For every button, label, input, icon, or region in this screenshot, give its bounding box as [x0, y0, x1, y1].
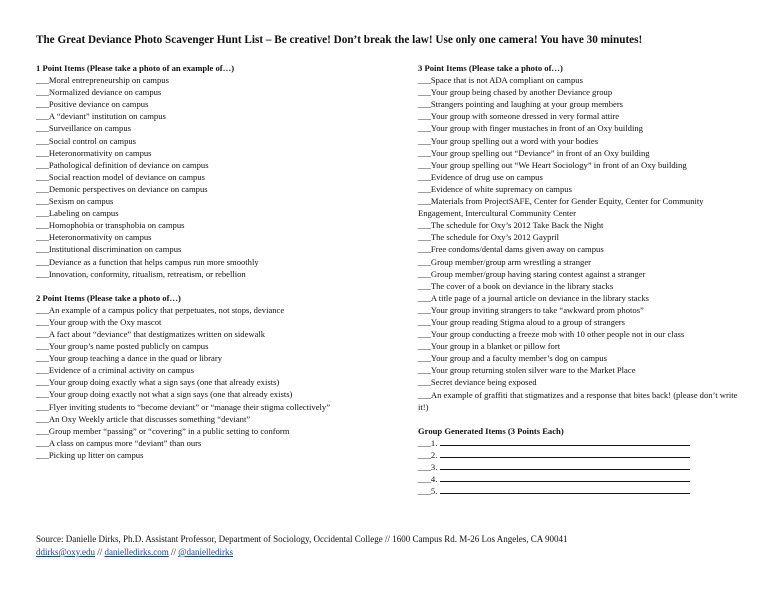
list-item: ___Moral entrepreneurship on campus: [36, 75, 169, 86]
list-item: ___Social reaction model of deviance on campus: [36, 171, 205, 182]
list-item: ___Evidence of a criminal activity on campus: [36, 365, 194, 376]
list-item: ___A title page of a journal article on deviance in the library stacks: [418, 292, 649, 303]
list-item: ___Your group doing exactly what a sign says (one that already exists): [36, 377, 280, 388]
list-item: ___Group member/group having staring contest against a stranger: [418, 268, 646, 279]
list-item: ___Your group with the Oxy mascot: [36, 316, 162, 327]
list-item: ___Positive deviance on campus: [36, 99, 149, 110]
list-item: ___An Oxy Weekly article that discusses something “deviant”: [36, 413, 251, 424]
section-3-list: [418, 74, 740, 413]
list-item: ___Your group spelling out “We Heart Sociology” in front of an Oxy building: [418, 159, 687, 170]
list-item: ___Strangers pointing and laughing at your group members: [418, 99, 624, 110]
item-number: ___2.: [418, 449, 438, 460]
list-item: ___Institutional discrimination on campus: [36, 244, 182, 255]
list-item: ___Group member/group arm wrestling a stranger: [418, 256, 592, 267]
list-item: ___Your group with someone dressed in very formal attire: [418, 111, 620, 122]
list-item: ___Your group being chased by another Deviance group: [418, 87, 613, 98]
list-item: ___Your group spelling out “Deviance” in front of an Oxy building: [418, 147, 650, 158]
section-1-list: [36, 74, 376, 280]
list-item: ___Surveillance on campus: [36, 123, 131, 134]
list-item: ___Your group in a blanket or pillow fort: [418, 341, 561, 352]
list-item: ___Your group’s name posted publicly on campus: [36, 341, 209, 352]
list-item: ___Materials from ProjectSAFE, Center for Gender Equity, Center for Community Engagement, Intercultural Community Center: [418, 196, 704, 219]
list-item: ___Evidence of drug use on campus: [418, 171, 543, 182]
list-item: ___Your group teaching a dance in the quad or library: [36, 353, 222, 364]
list-item: [418, 437, 740, 449]
blank-line: [440, 461, 690, 470]
blank-line: [440, 485, 690, 494]
item-number: ___1.: [418, 437, 438, 448]
list-item: ___A “deviant” institution on campus: [36, 111, 166, 122]
list-item: ___Labeling on campus: [36, 208, 119, 219]
list-item: ___A class on campus more “deviant” than ours: [36, 437, 202, 448]
list-item: [418, 485, 740, 497]
section-3-heading: 3 Point Items (Please take a photo of…): [418, 63, 563, 73]
group-items-heading: Group Generated Items (3 Points Each): [418, 425, 564, 436]
list-item: ___Social control on campus: [36, 135, 137, 146]
list-item: ___Your group doing exactly not what a sign says (one that already exists): [36, 389, 293, 400]
list-item: ___Your group conducting a freeze mob with 10 other people not in our class: [418, 329, 685, 340]
list-item: [418, 449, 740, 461]
list-item: ___The schedule for Oxy’s 2012 Take Back the Night: [418, 220, 604, 231]
item-number: ___4.: [418, 474, 438, 485]
blank-line: [440, 437, 690, 446]
list-item: ___Normalized deviance on campus: [36, 87, 162, 98]
group-items-list: [418, 437, 740, 497]
left-column: [36, 62, 376, 461]
list-item: ___Evidence of white supremacy on campus: [418, 183, 572, 194]
email-link[interactable]: ddirks@oxy.edu: [36, 547, 95, 557]
list-item: ___Pathological definition of deviance on campus: [36, 159, 209, 170]
blank-line: [440, 473, 690, 482]
list-item: [418, 473, 740, 485]
separator: //: [168, 547, 179, 557]
footer: [36, 533, 736, 559]
list-item: ___An example of graffiti that stigmatizes and a response that bites back! (please don’t write it!): [418, 389, 738, 412]
list-item: ___Free condoms/dental dams given away on campus: [418, 244, 604, 255]
section-gap: [36, 280, 376, 292]
twitter-link[interactable]: @danielledirks: [178, 547, 233, 557]
list-item: ___Your group inviting strangers to take “awkward prom photos”: [418, 304, 644, 315]
list-item: ___Your group with finger mustaches in front of an Oxy building: [418, 123, 643, 134]
list-item: ___Your group returning stolen silver ware to the Market Place: [418, 365, 636, 376]
list-item: ___Deviance as a function that helps campus run more smoothly: [36, 256, 259, 267]
list-item: ___An example of a campus policy that perpetuates, not stops, deviance: [36, 304, 285, 315]
item-number: ___3.: [418, 462, 438, 472]
list-item: ___The schedule for Oxy’s 2012 Gaypril: [418, 232, 560, 243]
list-item: ___Heteronormativity on campus: [36, 232, 152, 243]
list-item: ___Flyer inviting students to “become deviant” or “manage their stigma collectively”: [36, 401, 331, 412]
right-column: [418, 62, 740, 497]
blank-line: [440, 449, 690, 458]
website-link[interactable]: danielledirks.com: [104, 547, 169, 557]
list-item: ___Demonic perspectives on deviance on campus: [36, 183, 208, 194]
contact-line: [36, 546, 736, 559]
section-gap: [418, 413, 740, 425]
list-item: ___Heteronormativity on campus: [36, 147, 152, 158]
list-item: ___A fact about “deviance” that destigmatizes written on sidewalk: [36, 328, 266, 339]
list-item: ___Homophobia or transphobia on campus: [36, 220, 185, 231]
list-item: ___Space that is not ADA compliant on campus: [418, 75, 583, 86]
section-1-heading: 1 Point Items (Please take a photo of an example of…): [36, 63, 235, 73]
page-title: The Great Deviance Photo Scavenger Hunt List – Be creative! Don’t break the law! Use only one camera! You have 30 minutes!: [36, 34, 643, 46]
list-item: ___Group member “passing” or “covering” in a public setting to conform: [36, 425, 290, 436]
list-item: ___Picking up litter on campus: [36, 449, 144, 460]
list-item: ___Secret deviance being exposed: [418, 377, 537, 388]
section-2-heading: 2 Point Items (Please take a photo of…): [36, 292, 181, 303]
list-item: ___Your group spelling out a word with your bodies: [418, 135, 599, 146]
source-line: Source: Danielle Dirks, Ph.D. Assistant Professor, Department of Sociology, Occidental College // 1600 Campus Rd. M-26 Los Angeles, CA 90041: [36, 534, 568, 544]
item-number: ___5.: [418, 486, 438, 497]
list-item: ___The cover of a book on deviance in the library stacks: [418, 280, 614, 291]
list-item: ___Sexism on campus: [36, 196, 114, 207]
list-item: ___Your group and a faculty member’s dog on campus: [418, 353, 607, 364]
list-item: ___Innovation, conformity, ritualism, retreatism, or rebellion: [36, 268, 246, 279]
separator: //: [94, 547, 105, 557]
section-2-list: [36, 304, 376, 461]
list-item: [418, 461, 740, 473]
list-item: ___Your group reading Stigma aloud to a group of strangers: [418, 316, 626, 327]
